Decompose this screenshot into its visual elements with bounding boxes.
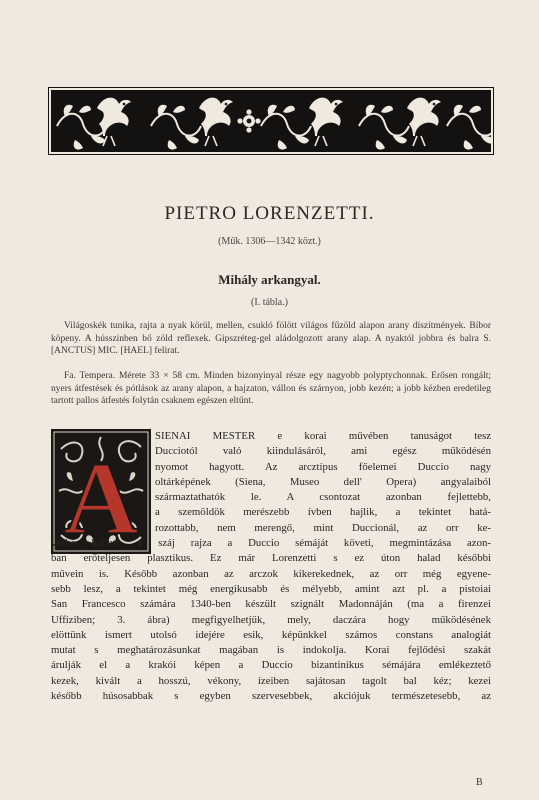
artist-dates: (Műk. 1306—1342 közt.) [218,236,321,247]
description-paragraph-2 [51,370,491,408]
body-line: kezek, kivált a hosszú, vékony, ízeiben sajátosan tagolt bal kéz; kezei [51,674,491,687]
bird-and-vine-ornament-icon [51,90,491,152]
body-text [51,429,491,704]
body-line: a szemöldök merészebb ívben hajlik, a tekintet hatá- [155,506,491,519]
body-line: sebb lesz, a tekintet még energikusabb és mélyebb, amint azt pl. a pistoiai [51,582,491,595]
signature-mark: B [476,777,483,788]
body-line: művein is. Később azonban az arczok kikerekednek, az orr még egyene- [51,567,491,580]
description-text-1: Világoskék tunika, rajta a nyak körül, mellen, csukló fölött világos fűzöld alapon arany díszítmények. Bíbor köpeny. A hússzínben bő zöld reflexek. Gipszréteg-gel aládolgozott arany alap. A nyaktól jobbra és balra S. [ANCTUS] MIC. [HAEL] felirat. [51,321,491,357]
body-line: később húsosabbak s egyben szervesebbek, akciójuk természetesebb, az [51,690,491,703]
initial-letter: A [63,441,139,554]
plate-reference: (I. tábla.) [251,297,288,308]
body-line: nyomot hagyott. Az arcztípus főelemei Duccio nagy [155,460,491,473]
body-line: elöttünk ismert utolsó idejére esik, képünkkel számos constans analogiát [51,628,491,641]
body-line: származtathatók le. A csontozat azonban fejlettebb, [155,491,491,504]
artist-title: PIETRO LORENZETTI. [164,203,375,224]
body-line: Ducciotól való kiindulásáról, ami egész működésén [155,445,491,458]
work-title: Mihály arkangyal. [218,272,321,287]
body-line: árulják el a krakói képen a Duccio bizantinikus sémájára emlékeztető [51,659,491,672]
body-line: vésbé hajlott, a száj rajza a Duccio sémáját követi, megmintázása azon- [51,537,491,550]
body-line: San Francesco számára 1340-ben készült szignált Madonnáján (ma a firenzei [51,598,491,611]
body-line: Uffiziben; 3. ábra) megfigyelhetjük, mely, daczára hogy működésének [51,613,491,626]
body-line: ban erőteljesen plasztikus. Ez már Lorenzetti s ez úton halad későbbi [51,552,491,565]
body-line: SIENAI MESTER e korai művében tanuságot tesz [155,430,491,442]
ornamental-header-banner [51,90,491,152]
description-text-2: Fa. Tempera. Mérete 33 × 58 cm. Minden bizonyinyal része egy nagyobb polyptychonnak. Erősen rongált; nyers átfestések és pótlások az arany alapon, a hajzaton, vállon és szárnyon, jobb kezén; a jobb kézben eredetileg tartott pallos átfestés folytán csaknem egészen eltűnt. [51,371,491,407]
body-line: mutat s meghatározásunkat magában is indokolja. Korai fejlődési szakát [51,644,491,657]
description-paragraph-1 [51,320,491,358]
body-line: oltárképének (Siena, Museo dell' Opera) angyalaiból [155,475,491,488]
body-line: rozottabb, nem merengő, mint Duccionál, az orr ke- [155,521,491,534]
